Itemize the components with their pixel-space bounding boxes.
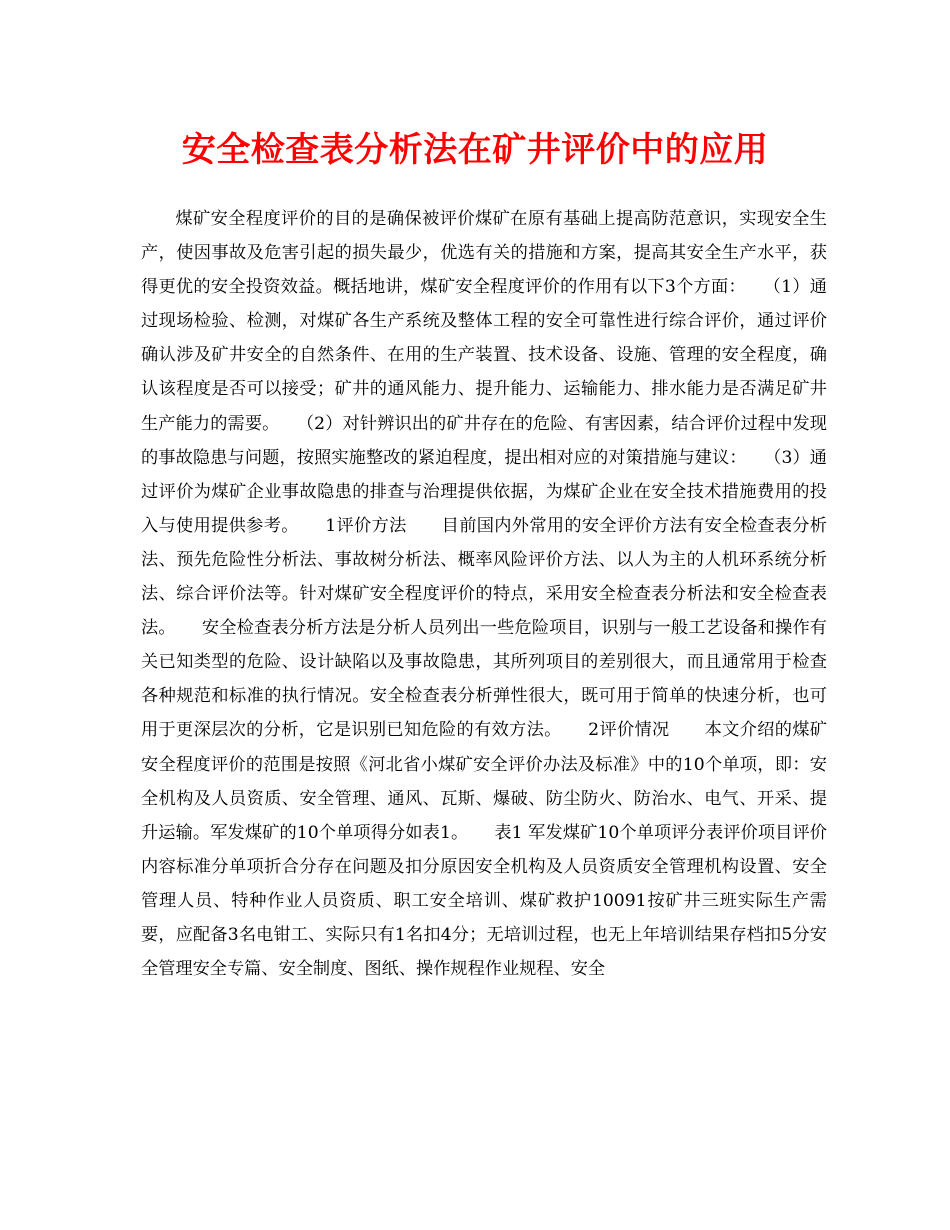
document-body: 煤矿安全程度评价的目的是确保被评价煤矿在原有基础上提高防范意识，实现安全生产，使因事故及危害引起的损失最少，优选有关的措施和方案，提高其安全生产水平，获得更优的安全投资效益。概括地讲，煤矿安全程度评价的作用有以下3个方面： （1）通过现场检验、检测，对煤矿各生产系统及整体工程的安全可靠性进行综合评价，通过评价确认涉及矿井安全的自然条件、在用的生产装置、技术设备、设施、管理的安全程度，确认该程度是否可以接受；矿井的通风能力、提升能力、运输能力、排水能力是否满足矿井生产能力的需要。 （2）对针辨识出的矿井存在的危险、有害因素，结合评价过程中发现的事故隐患与问题，按照实施整改的紧迫程度，提出相对应的对策措施与建议： （3）通过评价为煤矿企业事故隐患的排查与治理提供依据，为煤矿企业在安全技术措施费用的投入与使用提供参考。 1评价方法 目前国内外常用的安全评价方法有安全检查表分析法、预先危险性分析法、事故树分析法、概率风险评价方法、以人为主的人机环系统分析法、综合评价法等。针对煤矿安全程度评价的特点，采用安全检查表分析法和安全检查表法。 安全检查表分析方法是分析人员列出一些危险项目，识别与一般工艺设备和操作有关已知类型的危险、设计缺陷以及事故隐患，其所列项目的差别很大，而且通常用于检查各种规范和标准的执行情况。安全检查表分析弹性很大，既可用于简单的快速分析，也可用于更深层次的分析，它是识别已知危险的有效方法。 2评价情况 本文介绍的煤矿安全程度评价的范围是按照《河北省小煤矿安全评价办法及标准》中的10个单项，即：安全机构及人员资质、安全管理、通风、瓦斯、爆破、防尘防火、防治水、电气、开采、提升运输。军发煤矿的10个单项得分如表1。 表1 军发煤矿10个单项评分表评价项目评价内容标准分单项折合分存在问题及扣分原因安全机构及人员资质安全管理机构设置、安全管理人员、特种作业人员资质、职工安全培训、煤矿救护10091按矿井三班实际生产需要，应配备3名电钳工、实际只有1名扣4分；无培训过程，也无上年培训结果存档扣5分安全管理安全专篇、安全制度、图纸、操作规程作业规程、安全 [141,209,827,980]
document-title: 安全检查表分析法在矿井评价中的应用 [181,130,769,170]
